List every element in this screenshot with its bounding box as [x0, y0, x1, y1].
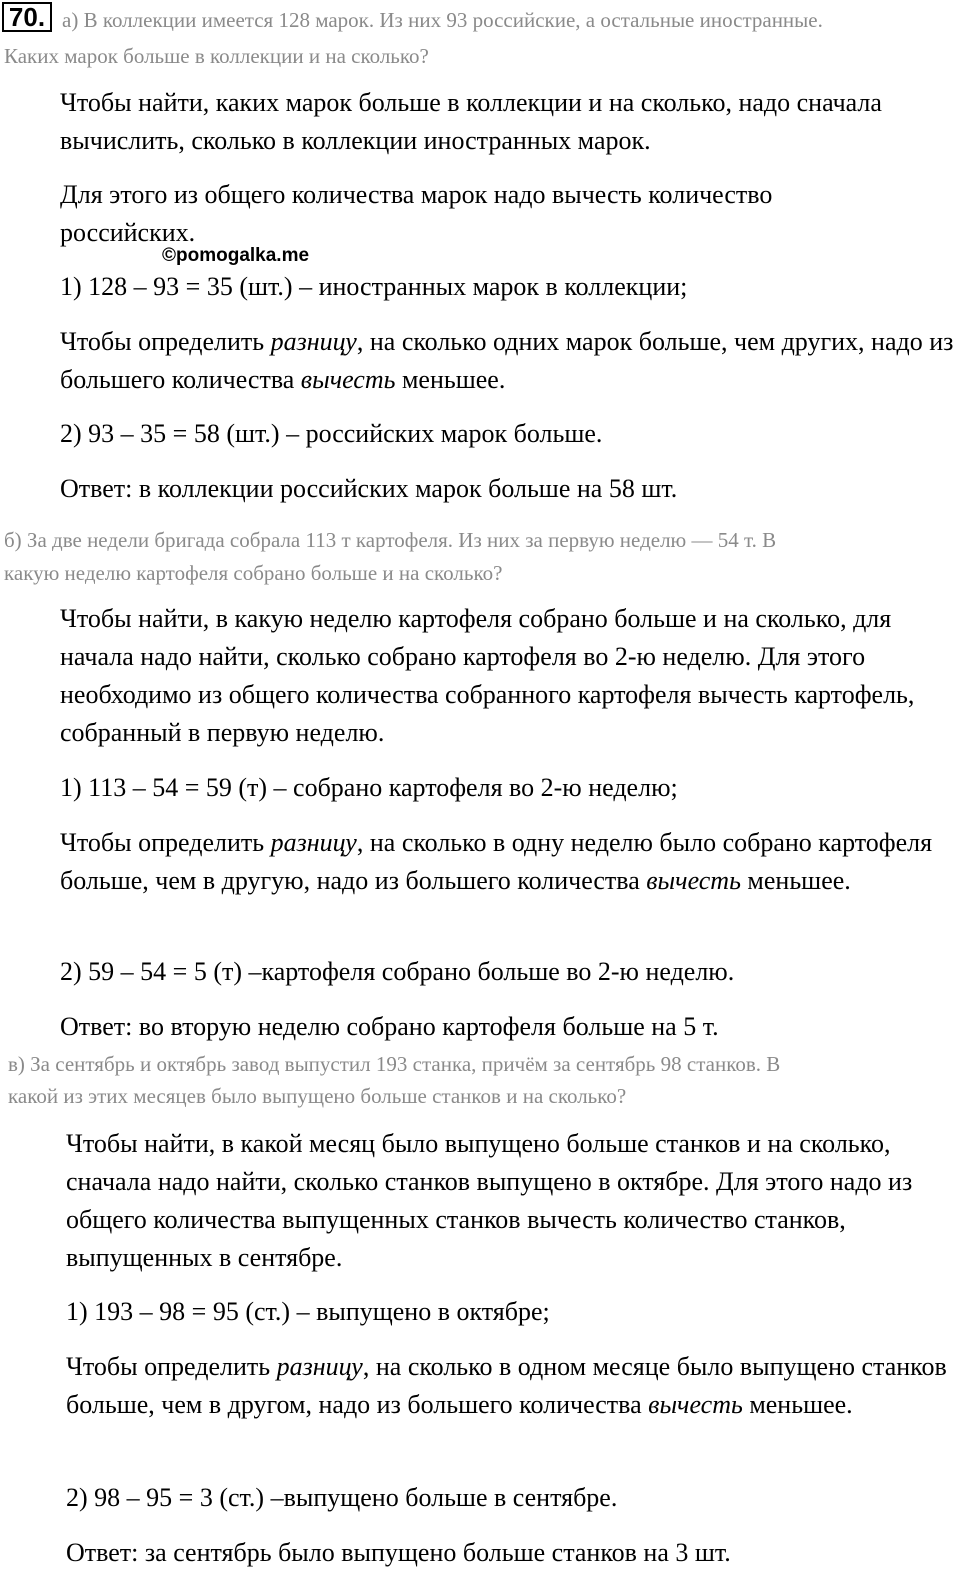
part-a-step-1: 1) 128 – 93 = 35 (шт.) – иностранных марок в коллекции; [60, 272, 688, 301]
part-c-explanation-1: Чтобы найти, в какой месяц было выпущено больше станков и на сколько, сначала надо найти, сколько станков выпущено в октябре. Для этого надо из общего количества выпущенных станков вычесть количество станков, выпущенных в сентябре. [66, 1129, 913, 1272]
part-a-task-line2: Каких марок больше в коллекции и на сколько? [4, 44, 429, 68]
part-b-task-line1: б) За две недели бригада собрала 113 т картофеля. Из них за первую неделю — 54 т. В [4, 528, 777, 552]
part-c-answer: Ответ: за сентябрь было выпущено больше станков на 3 шт. [66, 1538, 731, 1567]
part-b-step-1: 1) 113 – 54 = 59 (т) – собрано картофеля во 2-ю неделю; [60, 773, 678, 802]
part-c-task-line1: в) За сентябрь и октябрь завод выпустил 193 станка, причём за сентябрь 98 станков. В [8, 1052, 781, 1076]
part-b-exp3-middle: , на сколько в одну неделю было собрано картофеля больше, чем в другую, надо из большего количества [60, 828, 933, 895]
part-b-term-subtract: вычесть [646, 866, 741, 895]
part-c-exp3-start: Чтобы определить [66, 1352, 277, 1381]
part-c-step-2: 2) 98 – 95 = 3 (ст.) –выпущено больше в сентябре. [66, 1483, 618, 1512]
part-b-step-2: 2) 59 – 54 = 5 (т) –картофеля собрано больше во 2-ю неделю. [60, 957, 735, 986]
part-a-task-line1: а) В коллекции имеется 128 марок. Из них 93 российские, а остальные иностранные. [62, 8, 823, 32]
part-a-explanation-3 [60, 323, 955, 399]
watermark: ©pomogalka.me [162, 245, 310, 266]
part-b-explanation-3 [60, 824, 955, 900]
part-b-term-difference: разницу [270, 828, 357, 857]
part-c-term-subtract: вычесть [648, 1390, 743, 1419]
part-a-exp3-end: меньшее. [395, 365, 506, 394]
problem-number: 70. [8, 2, 46, 32]
part-c-exp3-end: меньшее. [742, 1390, 853, 1419]
part-a-exp3-start: Чтобы определить [60, 327, 271, 356]
part-a-answer: Ответ: в коллекции российских марок больше на 58 шт. [60, 474, 678, 503]
problem-number-box [2, 2, 52, 32]
part-c-exp3-middle: , на сколько в одном месяце было выпущено станков больше, чем в другом, надо из большего количества [66, 1352, 947, 1419]
part-a-explanation-1: Чтобы найти, каких марок больше в коллекции и на сколько, надо сначала вычислить, сколько в коллекции иностранных марок. [60, 88, 882, 155]
part-a-explanation-2: Для этого из общего количества марок надо вычесть количество российских. [60, 180, 773, 247]
part-a-term-difference: разницу [270, 327, 357, 356]
part-c-task-line2: какой из этих месяцев было выпущено больше станков и на сколько? [8, 1084, 627, 1108]
part-b-exp3-end: меньшее. [740, 866, 851, 895]
part-b-explanation-1: Чтобы найти, в какую неделю картофеля собрано больше и на сколько, для начала надо найти, сколько собрано картофеля во 2-ю неделю. Для этого необходимо из общего количества собранного картофеля вычесть картофель, собранный в первую неделю. [60, 604, 915, 747]
part-b-answer: Ответ: во вторую неделю собрано картофеля больше на 5 т. [60, 1012, 719, 1041]
part-a-step-2: 2) 93 – 35 = 58 (шт.) – российских марок больше. [60, 419, 603, 448]
part-a-term-subtract: вычесть [300, 365, 396, 394]
part-b-task-line2: какую неделю картофеля собрано больше и на сколько? [4, 561, 503, 585]
part-c-step-1: 1) 193 – 98 = 95 (ст.) – выпущено в октябре; [66, 1297, 550, 1326]
part-b-exp3-start: Чтобы определить [60, 828, 271, 857]
part-a-exp3-middle: , на сколько одних марок больше, чем других, надо из большего количества [60, 327, 954, 394]
part-c-explanation-3 [66, 1348, 951, 1424]
part-c-term-difference: разницу [276, 1352, 363, 1381]
